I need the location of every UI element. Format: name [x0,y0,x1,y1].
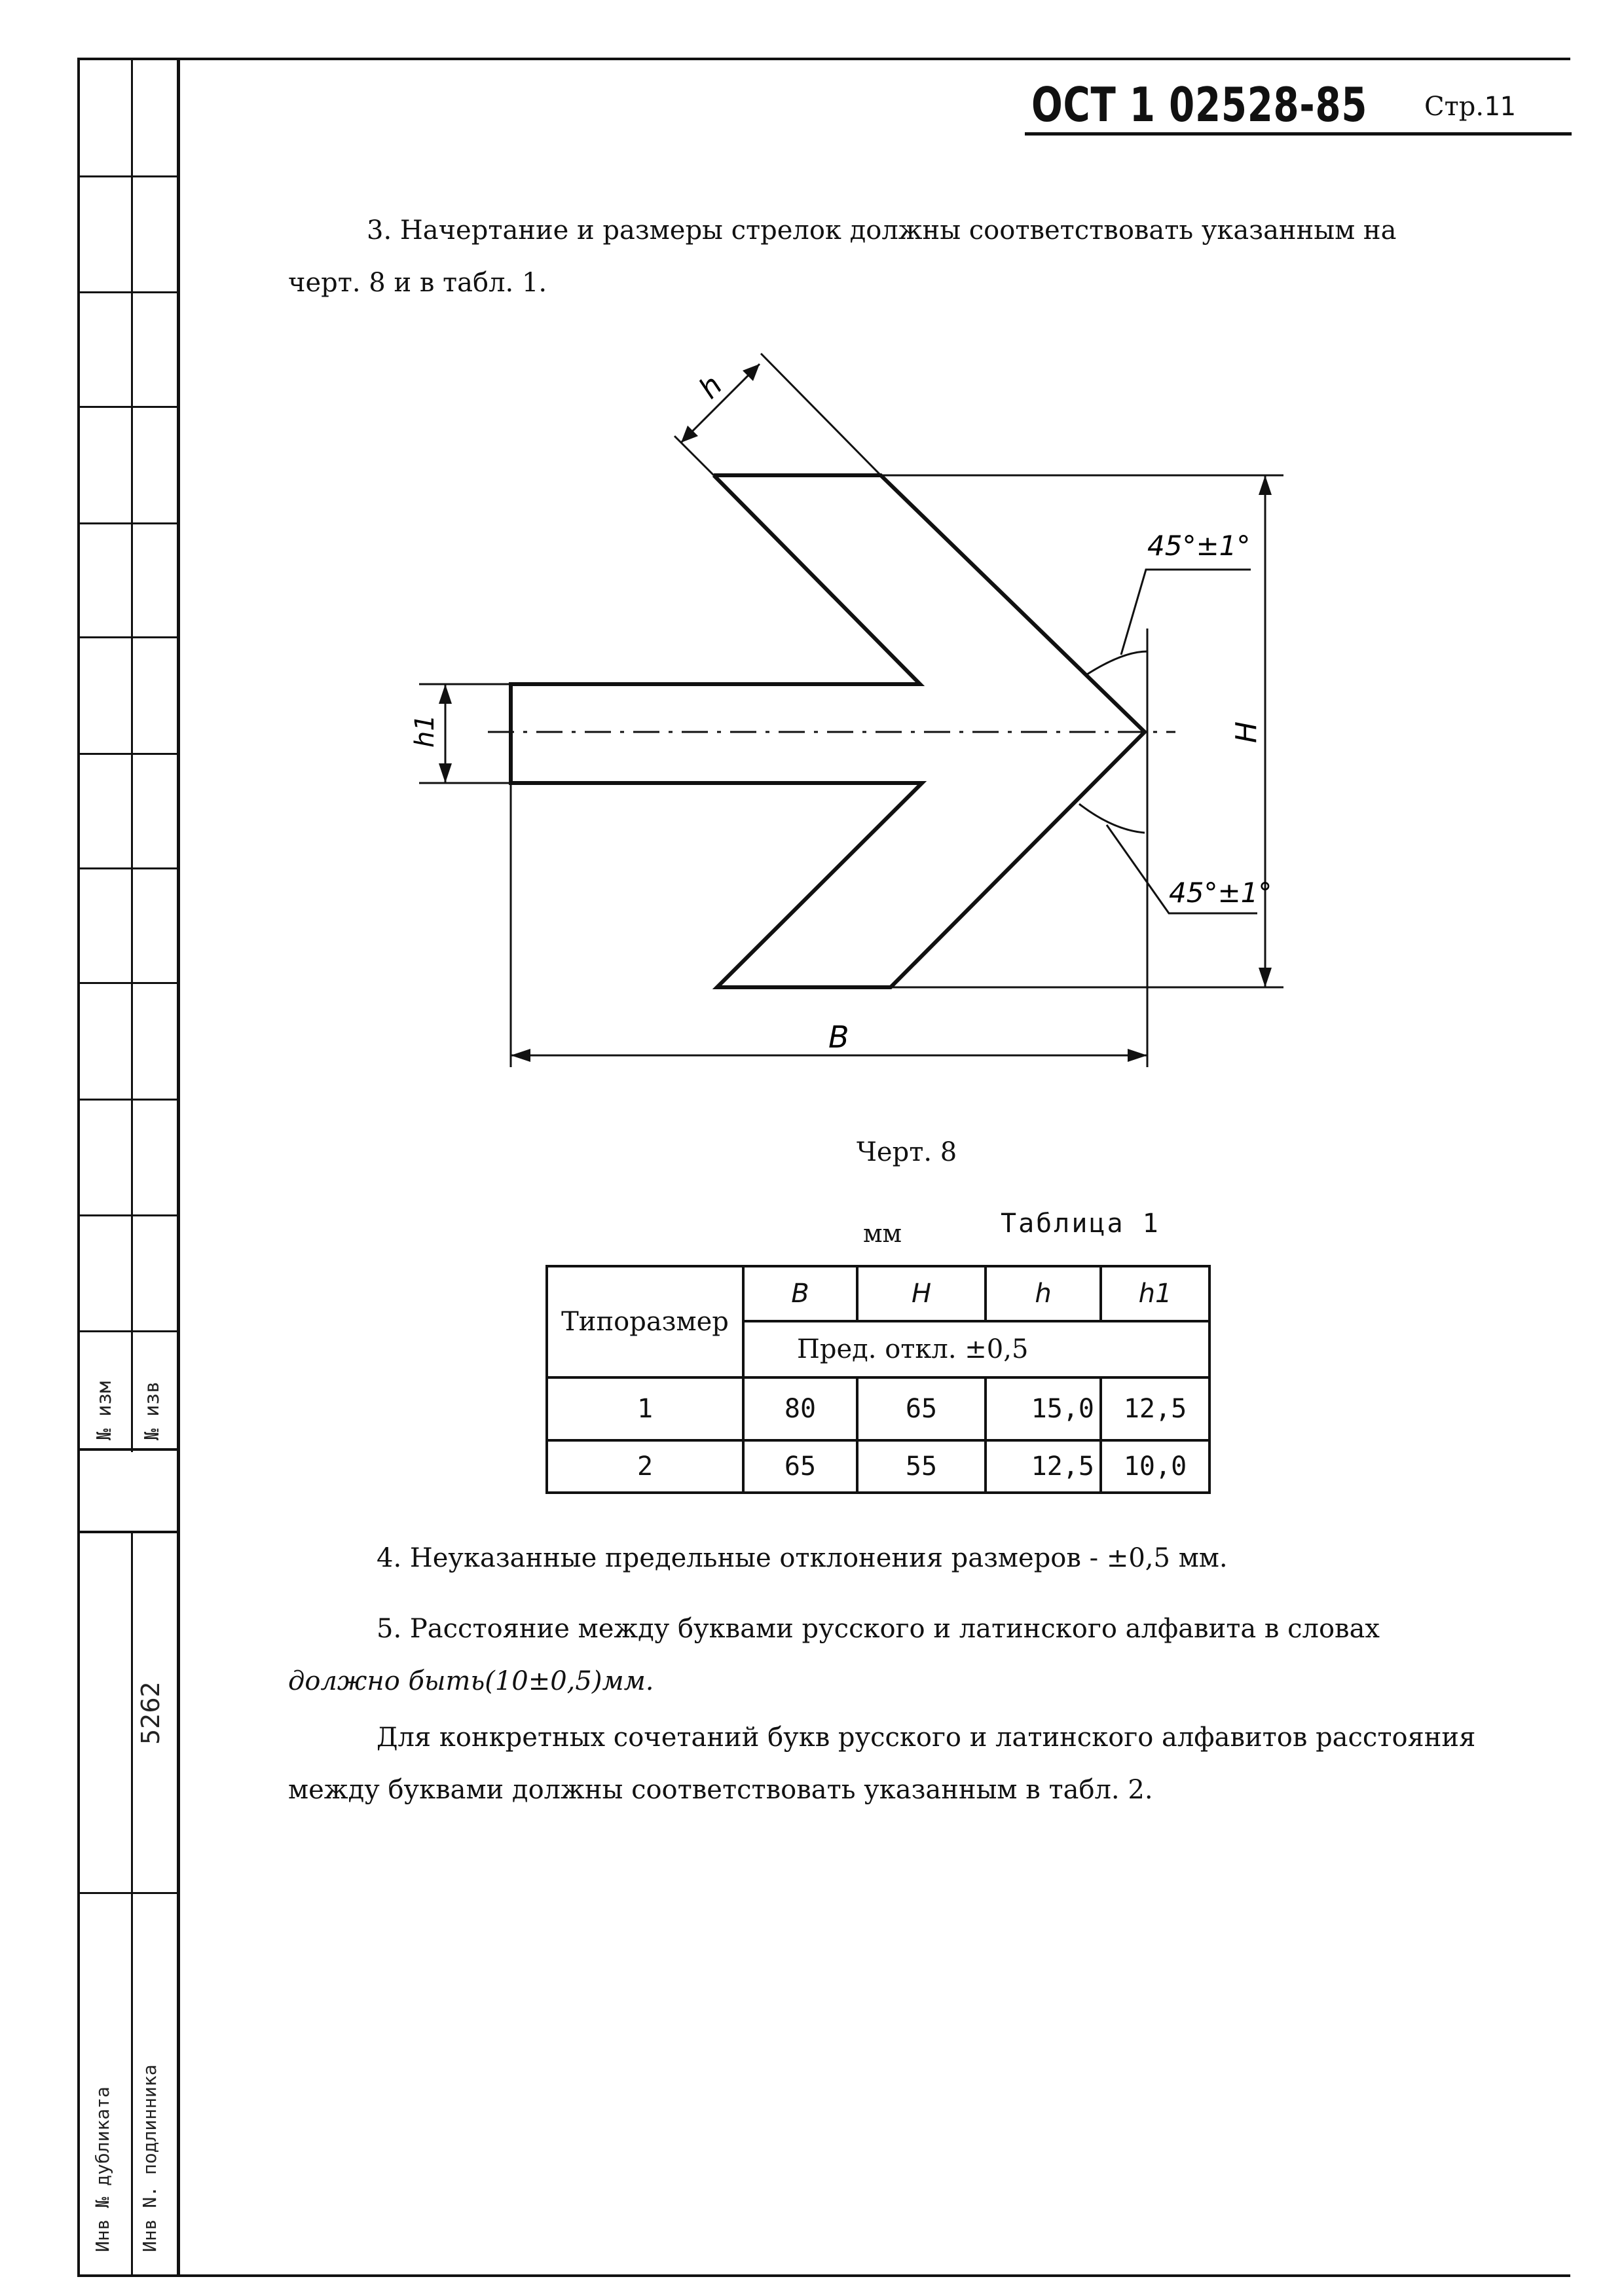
header-h: h [986,1266,1101,1321]
angle-bottom-label: 45°±1° [1169,877,1272,909]
tolerance-row: Пред. откл. ±0,5 [743,1321,1209,1377]
stamp-izm: № изм [93,1381,116,1440]
header-h1: h1 [1101,1266,1209,1321]
table-row [547,1377,1209,1440]
label-h1: h1 [410,714,440,748]
row-2-h1: 10,0 [1101,1440,1209,1493]
row-1-h1: 12,5 [1101,1377,1209,1440]
row-2-B: 65 [743,1440,857,1493]
header-type: Типоразмер [547,1266,743,1377]
paragraph-3-line-2: черт. 8 и в табл. 1. [288,268,547,298]
header-B: B [743,1266,857,1321]
stamp-izv: № изв [141,1381,164,1440]
row-1-h: 15,0 [986,1377,1101,1440]
angle-arc-bottom [1079,804,1145,833]
stamp-number: 5262 [136,1681,165,1745]
row-2-H: 55 [857,1440,986,1493]
table-units: мм [863,1219,902,1248]
paragraph-6-line-1: Для конкретных сочетаний букв русского и латинского алфавитов расстояния [377,1722,1476,1753]
document-code: ОСТ 1 02528-85 [1031,77,1368,132]
table-row [547,1440,1209,1493]
stamp-inv-dubl: Инв № дубликата [92,2086,113,2252]
stamp-inv-podl: Инв N. подлинника [139,2064,160,2252]
label-h: h [692,369,729,405]
paragraph-4: 4. Неуказанные предельные отклонения размеров - ±0,5 мм. [377,1543,1228,1573]
paragraph-6-line-2: между буквами должны соответствовать указанным в табл. 2. [288,1775,1153,1805]
paragraph-3-line-1: 3. Начертание и размеры стрелок должны соответствовать указанным на [367,215,1397,246]
header-H: H [857,1266,986,1321]
label-B: B [828,1019,849,1055]
row-1-type: 1 [547,1377,743,1440]
paragraph-5-line-2: должно быть(10±0,5)мм. [288,1666,654,1696]
table-title: Таблица 1 [1001,1209,1160,1239]
row-1-H: 65 [857,1377,986,1440]
drawing-caption: Черт. 8 [857,1137,957,1167]
label-H: H [1230,721,1263,743]
angle-top-label: 45°±1° [1147,530,1251,562]
row-2-type: 2 [547,1440,743,1493]
row-1-B: 80 [743,1377,857,1440]
dimensions-table [545,1265,1211,1494]
angle-arc-top [1087,651,1147,674]
page-label: Стр. [1424,92,1485,122]
paragraph-5-line-1: 5. Расстояние между буквами русского и латинского алфавита в словах [377,1614,1380,1644]
row-2-h: 12,5 [986,1440,1101,1493]
page-number: 11 [1484,92,1516,122]
